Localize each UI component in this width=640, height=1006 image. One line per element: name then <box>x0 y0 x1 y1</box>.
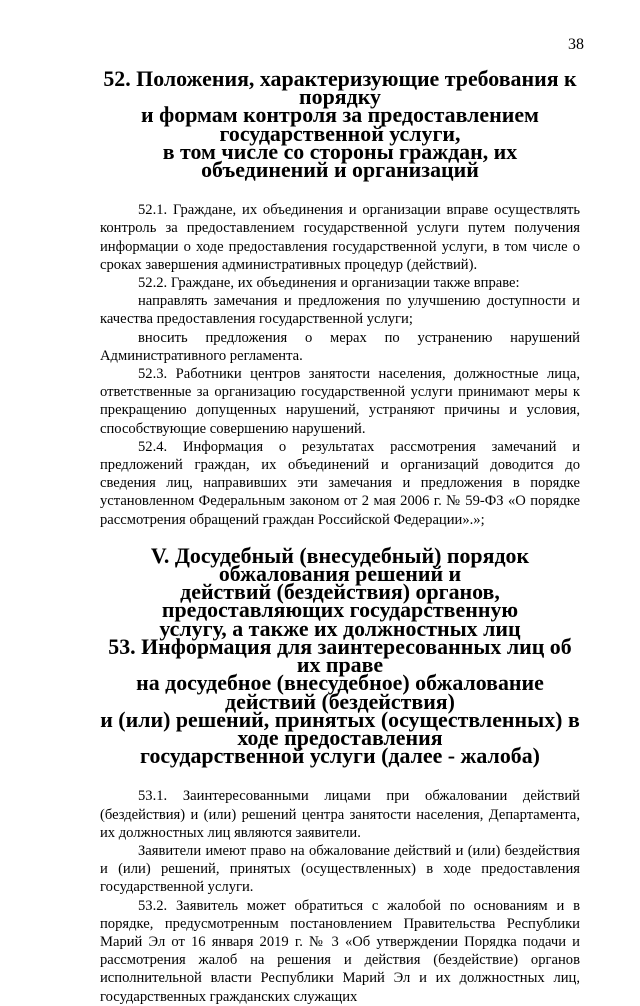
heading-line: на досудебное (внесудебное) обжалование действий (бездействия) <box>136 670 544 714</box>
paragraph-52-1: 52.1. Граждане, их объединения и организации вправе осуществлять контроль за предоставлением государственной услуги путем получения информации о ходе предоставления государственной услуги, в том числе о сроках завершения административных процедур (действий). <box>100 202 580 273</box>
heading-line: государственной услуги (далее - жалоба) <box>140 743 540 769</box>
heading-line: 53. Информация для заинтересованных лиц об их праве <box>108 633 572 678</box>
paragraph-52-2-item-1: направлять замечания и предложения по улучшению доступности и качества предоставления государственной услуги; <box>100 293 580 328</box>
paragraph-52-3: 52.3. Работники центров занятости населения, должностные лица, ответственные за организацию государственной услуги принимают меры к прекращению допущенных нарушений, устраняют причины и условия, способствующие совершению нарушений. <box>100 366 580 437</box>
page-number: 38 <box>568 36 584 53</box>
paragraph-53-1-continued: Заявители имеют право на обжалование действий и (или) бездействия и (или) решений, принятых (осуществленных) в ходе предоставления государственной услуги. <box>100 842 580 896</box>
paragraph-53-1: 53.1. Заинтересованными лицами при обжаловании действий (бездействия) и (или) решений центра занятости населения, Департамента, их должностных лиц являются заявители. <box>100 788 580 841</box>
page-content <box>100 66 580 1006</box>
heading-line: действий (бездействия) органов, предоставляющих государственную <box>161 579 519 623</box>
section-v-heading <box>100 542 580 769</box>
heading-line: в том числе со стороны граждан, их объединений и организаций <box>162 138 518 183</box>
heading-line: услугу, а также их должностных лиц <box>159 615 521 641</box>
heading-line: и (или) решений, принятых (осуществленных) в ходе предоставления <box>100 706 580 750</box>
paragraph-52-2-item-2: вносить предложения о мерах по устранению нарушений Административного регламента. <box>100 329 580 364</box>
heading-line: 52. Положения, характеризующие требования к порядку <box>103 66 577 110</box>
heading-line: V. Досудебный (внесудебный) порядок обжалования решений и <box>150 542 530 587</box>
paragraph-52-4: 52.4. Информация о результатах рассмотрения замечаний и предложений граждан, их объединений и организаций доводится до сведения лиц, направивших эти замечания и предложения в порядке установленном Федеральным законом от 2 мая 2006 г. № 59-ФЗ «О порядке рассмотрения обращений граждан Российской Федерации».»; <box>100 438 580 528</box>
heading-line: и формам контроля за предоставлением государственной услуги, <box>141 102 539 146</box>
paragraph-53-2: 53.2. Заявитель может обратиться с жалобой по основаниям и в порядке, предусмотренным постановлением Правительства Республики Марий Эл от 16 января 2019 г. № 3 «Об утверждении Порядка подачи и рассмотрения жалоб на решения и действия (бездействие) органов исполнительной власти Республики Марий Эл и их должностных лиц, государственных гражданских служащих <box>100 897 580 1005</box>
section-52-heading <box>100 66 580 183</box>
paragraph-52-2: 52.2. Граждане, их объединения и организации также вправе: <box>138 275 520 292</box>
